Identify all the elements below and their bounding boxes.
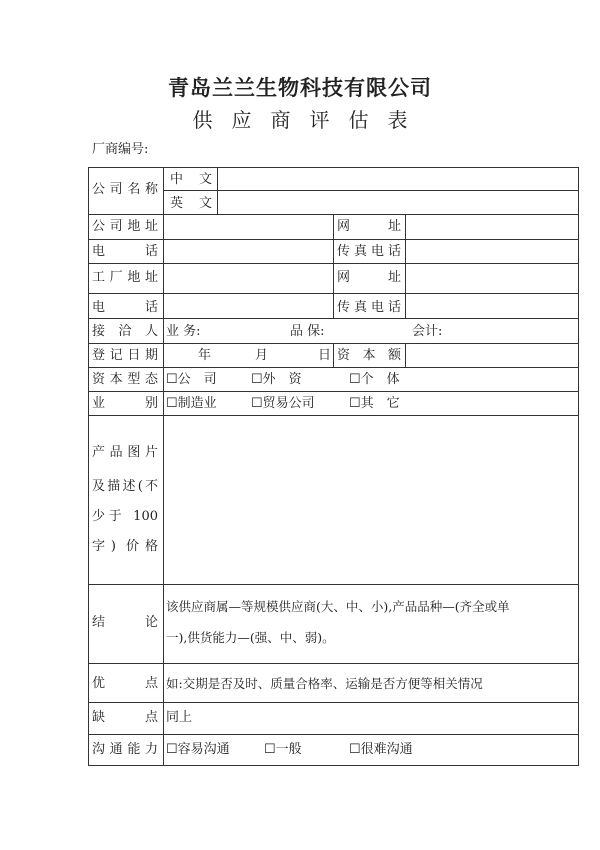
conclusion-text-line1: 该供应商属—等规模供应商(大、中、小),产品品种—(齐全或单 [166, 599, 510, 614]
english-name-field[interactable] [221, 194, 575, 212]
checkbox-easy[interactable]: ☐容易沟通 [166, 742, 230, 757]
chinese-name-field[interactable] [221, 170, 575, 188]
phone-label: 电话 [92, 244, 158, 259]
factory-address-label: 工厂地址 [92, 270, 158, 285]
factory-website-label: 网址 [337, 270, 401, 285]
fax-label: 传真电话 [337, 244, 401, 259]
chinese-label: 中 文 [170, 172, 212, 187]
factory-fax-label: 传真电话 [337, 300, 401, 315]
checkbox-company[interactable]: ☐公 司 [166, 372, 217, 387]
advantages-text: 如:交期是否及时、质量合格率、运输是否方便等相关情况 [166, 676, 483, 691]
contact-label: 接洽人 [92, 324, 158, 339]
contact-accounting: 会计: [412, 324, 443, 339]
month-label: 月 [255, 348, 269, 363]
registration-date-label: 登记日期 [92, 348, 158, 363]
company-address-label: 公司地址 [92, 219, 158, 234]
contact-business: 业 务: [166, 324, 201, 339]
checkbox-difficult[interactable]: ☐很难沟通 [349, 742, 413, 757]
english-label: 英 文 [170, 196, 212, 211]
checkbox-individual[interactable]: ☐个 体 [349, 372, 400, 387]
vendor-number-label: 厂商编号: [92, 142, 149, 157]
website-label: 网址 [337, 219, 401, 234]
advantages-label: 优点 [92, 676, 158, 691]
disadvantages-label: 缺点 [92, 710, 158, 725]
checkbox-other[interactable]: ☐其 它 [349, 396, 400, 411]
checkbox-foreign[interactable]: ☐外 资 [251, 372, 302, 387]
capital-type-label: 资本型态 [92, 372, 158, 387]
business-type-label: 业别 [92, 396, 158, 411]
company-name-label: 公司名称 [92, 182, 158, 197]
checkbox-manufacturer[interactable]: ☐制造业 [166, 396, 217, 411]
year-label: 年 [198, 348, 212, 363]
factory-phone-label: 电话 [92, 300, 158, 315]
company-title: 青岛兰兰生物科技有限公司 [168, 75, 432, 100]
checkbox-normal[interactable]: ☐一般 [264, 742, 302, 757]
disadvantages-text: 同上 [166, 710, 193, 725]
conclusion-text-line2: 一),供货能力—(强、中、弱)。 [166, 630, 335, 645]
conclusion-label: 结论 [92, 615, 158, 630]
supplier-evaluation-form: 青岛兰兰生物科技有限公司 供应商评估表 厂商编号: 公司名称 中 文 英 文 公司地址 网址 电话 传真电话 工厂地址 网址 电话 传真电话 接洽人 业 务: 品 保: 会计: 登记日期 年 月 日 资本额 资本型态 ☐公 司 ☐外 资 ☐个 体 业别 ☐制造业 ☐贸易公司 ☐其 它 产品图片 及描述(不 少于 100 字) 价格 结论 该供应商属—等规模供应商(大、中、小),产品品种—(齐全或单 一),供货能力—(强、中、弱)。 优点 如:交期是否及时、质量合格率、运输是否方便等相关情况 缺点 同上 沟通能力 ☐容易沟通 ☐一般 ☐很难沟通 [0, 0, 600, 850]
capital-label: 资本额 [337, 348, 401, 363]
checkbox-trading[interactable]: ☐贸易公司 [251, 396, 315, 411]
form-title: 供应商评估表 [192, 108, 427, 132]
day-label: 日 [318, 348, 332, 363]
contact-qa: 品 保: [290, 324, 325, 339]
communication-label: 沟通能力 [92, 742, 158, 757]
